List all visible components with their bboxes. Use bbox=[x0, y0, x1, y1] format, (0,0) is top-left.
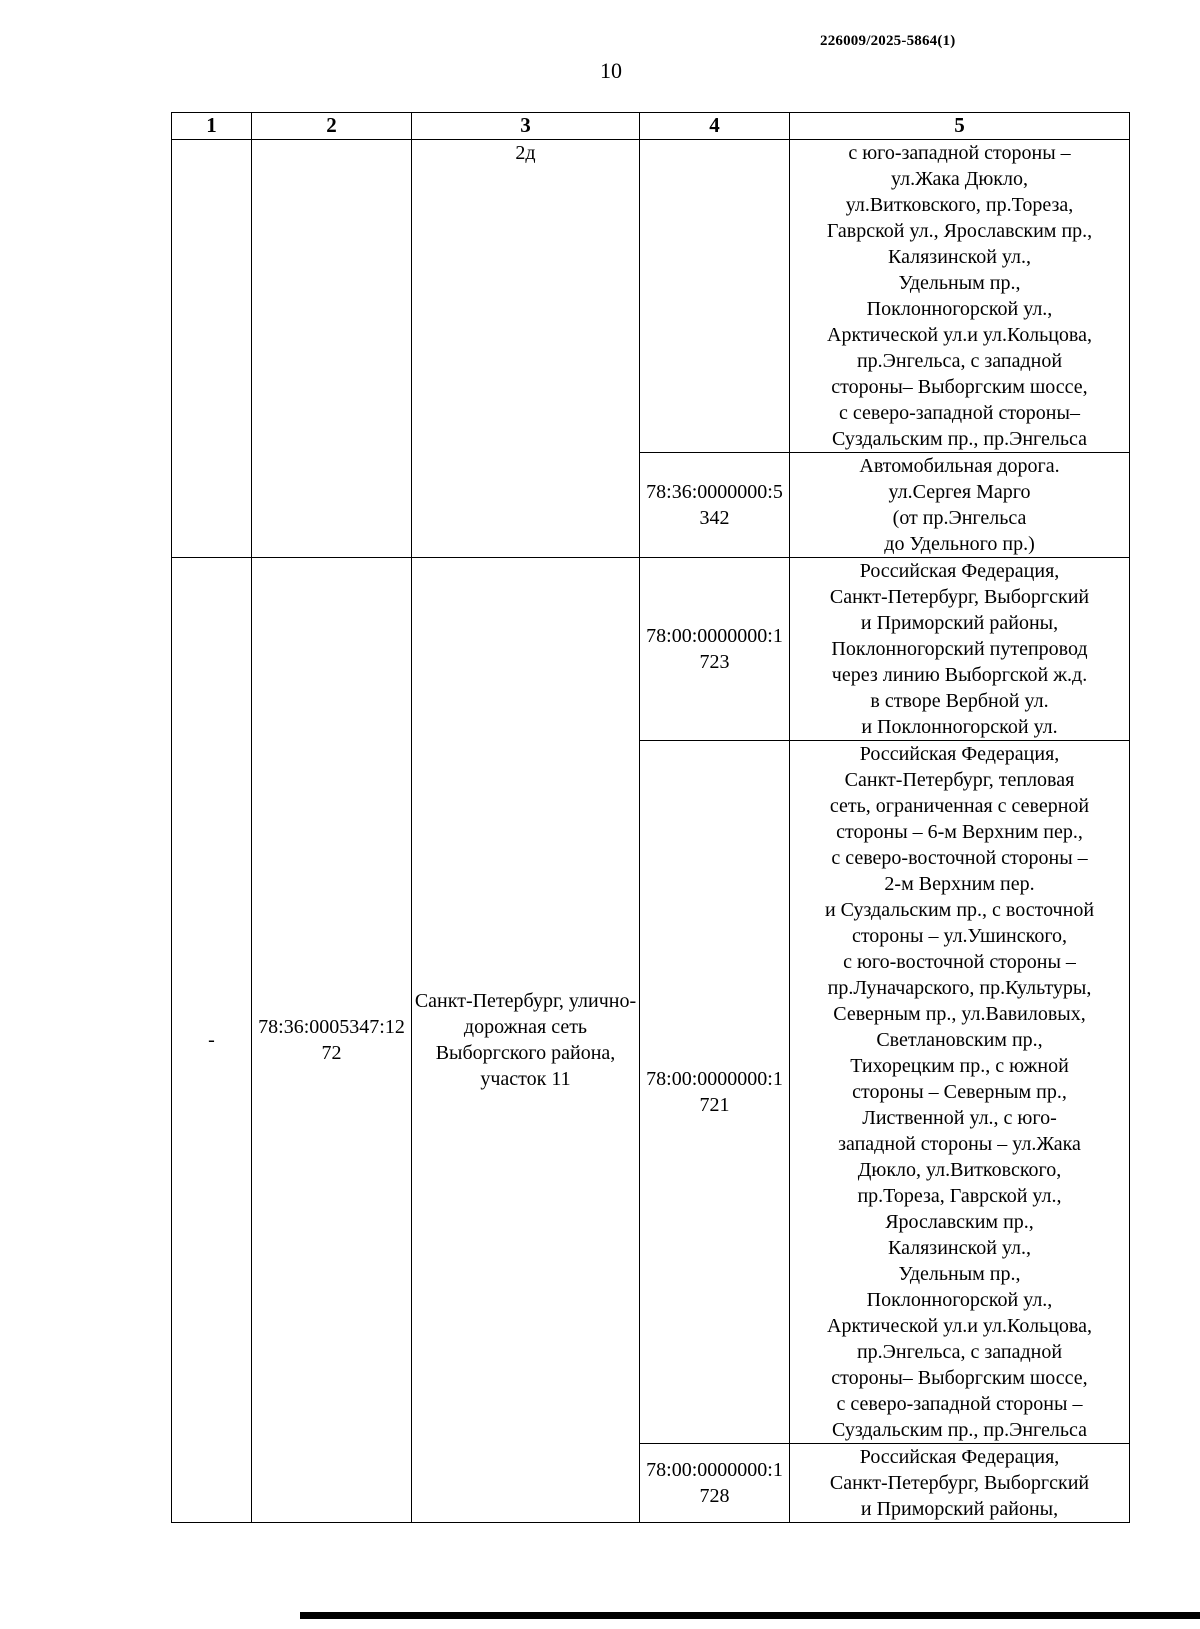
column-header-5: 5 bbox=[790, 113, 1130, 140]
column-header-3: 3 bbox=[412, 113, 640, 140]
description-line: стороны – Северным пр., bbox=[852, 1081, 1067, 1103]
description-line: Светлановским пр., bbox=[876, 1029, 1043, 1051]
description-line: стороны– Выборгским шоссе, bbox=[831, 1367, 1088, 1389]
description-line: до Удельного пр.) bbox=[884, 533, 1035, 555]
description-line: стороны – ул.Ушинского, bbox=[851, 925, 1068, 947]
description-line: и Поклонногорской ул. bbox=[861, 716, 1058, 738]
description-line: ул.Витковского, пр.Тореза, bbox=[845, 194, 1074, 216]
description-line: и Приморский районы, bbox=[860, 612, 1059, 634]
table-row bbox=[172, 140, 1130, 453]
description-line: Гаврской ул., Ярославским пр., bbox=[826, 220, 1093, 242]
description-line: ул.Сергея Марго bbox=[888, 481, 1031, 503]
description-line: с северо-западной стороны– bbox=[839, 402, 1080, 424]
description-line: Арктической ул.и ул.Кольцова, bbox=[827, 1315, 1092, 1337]
register-table bbox=[171, 112, 1130, 1523]
description-line: в створе Вербной ул. bbox=[870, 690, 1049, 712]
parcel-cadastral-cell bbox=[252, 140, 412, 558]
object-description-cell bbox=[790, 741, 1130, 1444]
table-header-row bbox=[172, 113, 1130, 140]
description-line: стороны – 6-м Верхним пер., bbox=[836, 821, 1083, 843]
description-line: Российская Федерация, bbox=[859, 743, 1060, 765]
description-line: Суздальским пр., пр.Энгельса bbox=[832, 1419, 1087, 1441]
object-description-cell bbox=[790, 140, 1130, 453]
description-line: западной стороны – ул.Жака bbox=[838, 1133, 1081, 1155]
description-line: пр.Энгельса, с западной bbox=[856, 350, 1063, 372]
description-line: Дюкло, ул.Витковского, bbox=[857, 1159, 1062, 1181]
description-line: Ярославским пр., bbox=[885, 1211, 1034, 1233]
object-description-cell bbox=[790, 1444, 1130, 1523]
row-number-cell: - bbox=[172, 558, 252, 1523]
object-cadastral-cell bbox=[640, 140, 790, 453]
description-line: Калязинской ул., bbox=[888, 1237, 1031, 1259]
description-line: Северным пр., ул.Вавиловых, bbox=[833, 1003, 1086, 1025]
parcel-cadastral-cell: 78:36:0005347:1272 bbox=[252, 558, 412, 1523]
description-line: 2-м Верхним пер. bbox=[884, 873, 1035, 895]
description-line: Поклонногорской ул., bbox=[866, 1289, 1053, 1311]
object-cadastral-cell: 78:00:0000000:1723 bbox=[640, 558, 790, 741]
column-header-1: 1 bbox=[172, 113, 252, 140]
table-row bbox=[172, 558, 1130, 741]
description-line: Автомобильная дорога. bbox=[859, 455, 1060, 477]
description-line: Удельным пр., bbox=[898, 1263, 1021, 1285]
description-line: через линию Выборгской ж.д. bbox=[831, 664, 1088, 686]
description-line: пр.Тореза, Гаврской ул., bbox=[857, 1185, 1062, 1207]
description-line: с северо-западной стороны – bbox=[836, 1393, 1083, 1415]
description-line: Суздальским пр., пр.Энгельса bbox=[832, 428, 1087, 450]
description-line: Калязинской ул., bbox=[888, 246, 1031, 268]
parcel-address-cell: Санкт-Петербург, улично-дорожная сеть Выборгского района, участок 11 bbox=[412, 558, 640, 1523]
description-line: Лиственной ул., с юго- bbox=[862, 1107, 1057, 1129]
column-header-2: 2 bbox=[252, 113, 412, 140]
object-cadastral-cell: 78:36:0000000:5342 bbox=[640, 453, 790, 558]
object-cadastral-cell: 78:00:0000000:1728 bbox=[640, 1444, 790, 1523]
description-line: Удельным пр., bbox=[898, 272, 1021, 294]
description-line: (от пр.Энгельса bbox=[892, 507, 1027, 529]
description-line: Арктической ул.и ул.Кольцова, bbox=[827, 324, 1092, 346]
column-header-4: 4 bbox=[640, 113, 790, 140]
description-line: пр.Энгельса, с западной bbox=[856, 1341, 1063, 1363]
description-line: сеть, ограниченная с северной bbox=[829, 795, 1090, 817]
description-line: и Суздальским пр., с восточной bbox=[824, 899, 1095, 921]
parcel-address-cell: 2д bbox=[412, 140, 640, 558]
object-description-cell bbox=[790, 453, 1130, 558]
description-line: ул.Жака Дюкло, bbox=[891, 168, 1028, 190]
description-line: Санкт-Петербург, Выборгский bbox=[829, 1472, 1090, 1494]
document-number: 226009/2025-5864(1) bbox=[820, 33, 956, 49]
description-line: стороны– Выборгским шоссе, bbox=[831, 376, 1088, 398]
description-line: Тихорецким пр., с южной bbox=[850, 1055, 1069, 1077]
description-line: пр.Луначарского, пр.Культуры, bbox=[827, 977, 1092, 999]
description-line: с юго-восточной стороны – bbox=[843, 951, 1076, 973]
page-number: 10 bbox=[600, 58, 622, 83]
description-line: Поклонногорский путепровод bbox=[831, 638, 1088, 660]
object-description-cell bbox=[790, 558, 1130, 741]
description-line: Поклонногорской ул., bbox=[866, 298, 1053, 320]
row-number-cell bbox=[172, 140, 252, 558]
description-line: с северо-восточной стороны – bbox=[831, 847, 1088, 869]
object-cadastral-cell: 78:00:0000000:1721 bbox=[640, 741, 790, 1444]
description-line: и Приморский районы, bbox=[860, 1498, 1059, 1520]
description-line: Российская Федерация, bbox=[859, 560, 1060, 582]
description-line: Российская Федерация, bbox=[859, 1446, 1060, 1468]
description-line: с юго-западной стороны – bbox=[848, 142, 1071, 164]
description-line: Санкт-Петербург, тепловая bbox=[844, 769, 1075, 791]
description-line: Санкт-Петербург, Выборгский bbox=[829, 586, 1090, 608]
scan-edge-divider bbox=[300, 1612, 1200, 1619]
